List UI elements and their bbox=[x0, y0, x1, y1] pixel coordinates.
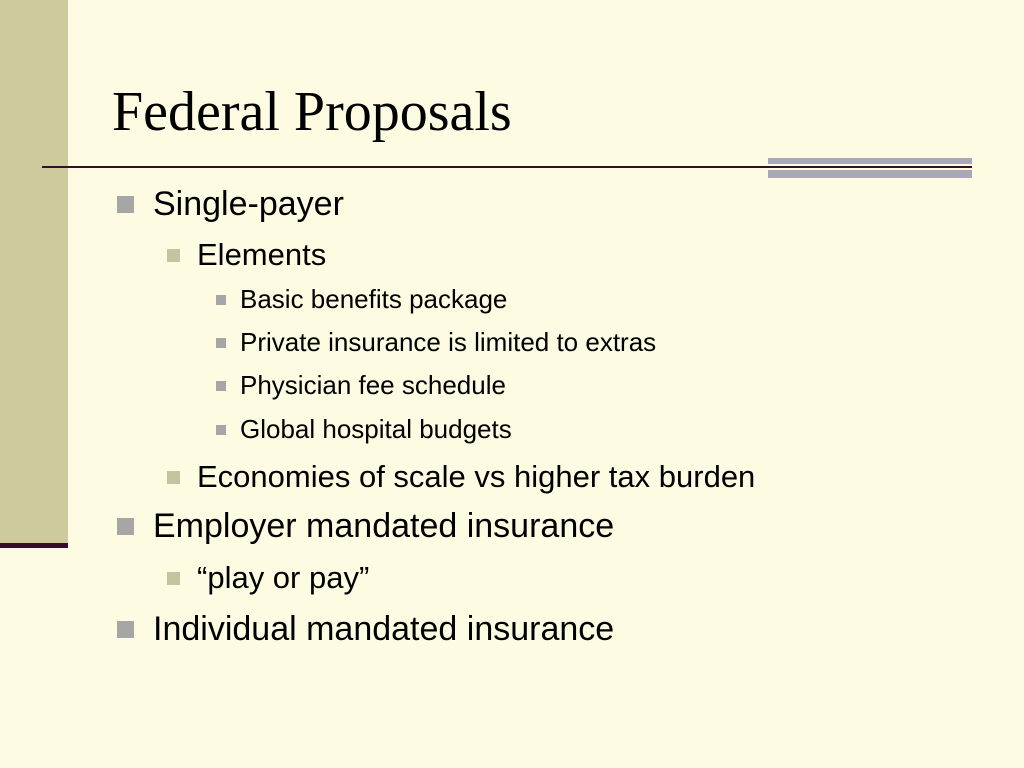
bullet-text: “play or pay” bbox=[197, 560, 370, 595]
bullet-level3-physician-fee bbox=[216, 370, 506, 401]
bullet-text: Elements bbox=[197, 237, 327, 272]
bullet-text: Single-payer bbox=[153, 185, 344, 223]
bullet-text: Employer mandated insurance bbox=[153, 507, 615, 545]
square-bullet-icon bbox=[167, 572, 180, 585]
square-bullet-icon bbox=[117, 621, 134, 638]
bullet-level3-basic-benefits bbox=[216, 284, 507, 315]
square-bullet-icon bbox=[117, 518, 134, 535]
square-bullet-icon bbox=[167, 471, 180, 484]
bullet-level3-private-insurance bbox=[216, 327, 656, 358]
bullet-text: Basic benefits package bbox=[240, 284, 508, 314]
bullet-text: Physician fee schedule bbox=[240, 370, 506, 400]
bullet-level3-global-hospital bbox=[216, 414, 512, 445]
bullet-text: Economies of scale vs higher tax burden bbox=[197, 459, 756, 494]
bullet-text: Global hospital budgets bbox=[240, 414, 512, 444]
bullet-level2-economies bbox=[167, 459, 755, 495]
bullet-text: Private insurance is limited to extras bbox=[240, 327, 657, 357]
square-bullet-icon bbox=[216, 425, 226, 435]
bullet-level1-employer-mandated bbox=[117, 507, 614, 546]
square-bullet-icon bbox=[216, 295, 226, 305]
bullet-level1-single-payer bbox=[117, 185, 344, 224]
bullet-level2-elements bbox=[167, 237, 326, 273]
bullet-text: Individual mandated insurance bbox=[153, 610, 615, 648]
bullet-level1-individual-mandated bbox=[117, 610, 614, 649]
square-bullet-icon bbox=[216, 381, 226, 391]
square-bullet-icon bbox=[216, 338, 226, 348]
square-bullet-icon bbox=[117, 196, 134, 213]
bullet-level2-play-or-pay bbox=[167, 560, 369, 596]
square-bullet-icon bbox=[167, 249, 180, 262]
slide-title: Federal Proposals bbox=[112, 81, 512, 143]
